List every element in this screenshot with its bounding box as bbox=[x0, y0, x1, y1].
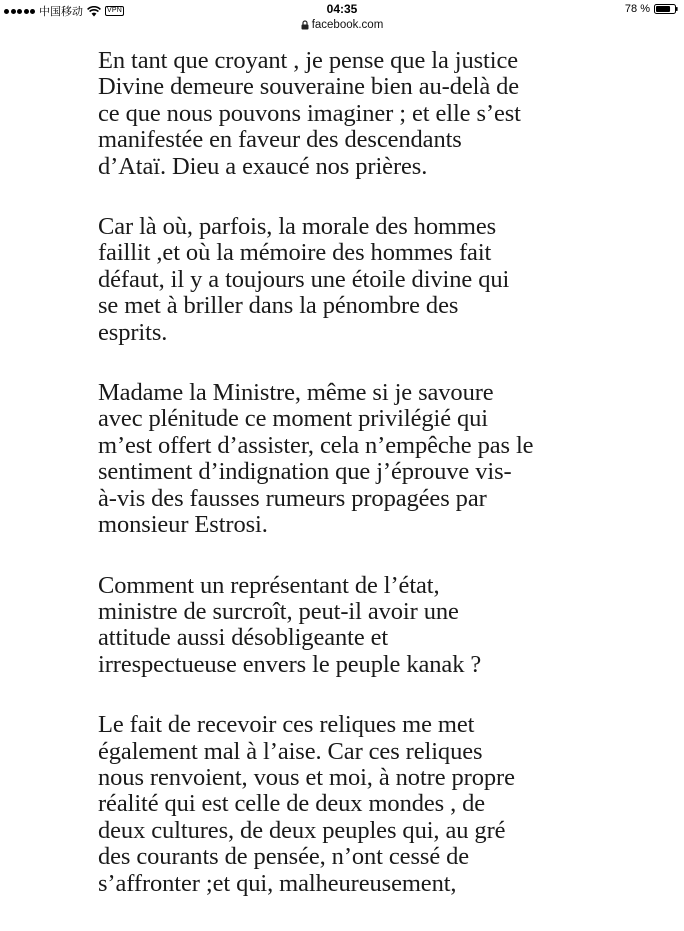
battery-icon bbox=[654, 4, 678, 14]
paragraph: Car là où, parfois, la morale des hommes faillit ,et où la mémoire des hommes fait défaut, il y a toujours une étoile divine qui se met à briller dans la pénombre des esprits. bbox=[98, 213, 510, 346]
url-text: facebook.com bbox=[311, 19, 384, 31]
address-bar[interactable] bbox=[0, 17, 684, 33]
article-body bbox=[98, 48, 598, 931]
carrier-name: 中国移动 bbox=[39, 6, 83, 18]
paragraph: En tant que croyant , je pense que la justice Divine demeure souveraine bien au-delà de ce que nous pouvons imaginer ; et elle s’est manifestée en faveur des descendants d’Ataï. Dieu a exaucé nos prières. bbox=[98, 47, 521, 180]
status-right bbox=[625, 3, 678, 15]
status-time: 04:35 bbox=[326, 2, 358, 16]
lock-icon bbox=[301, 20, 309, 30]
paragraph: Le fait de recevoir ces reliques me met également mal à l’aise. Car ces reliques nous renvoient, vous et moi, à notre propre réalité qui est celle de deux mondes , de deux cultures, de deux peuples qui, au gré des courants de pensée, n’ont cessé de s’affronter ;et qui, malheureusement, bbox=[98, 711, 515, 897]
battery-fill bbox=[656, 6, 670, 12]
paragraph: Madame la Ministre, même si je savoure avec plénitude ce moment privilégié qui m’est offert d’assister, cela n’empêche pas le sentiment d’indignation que j’éprouve vis- à-vis des fausses rumeurs propagées par monsieur Estrosi. bbox=[98, 379, 534, 539]
battery-percent: 78 % bbox=[624, 3, 650, 15]
vpn-badge: VPN bbox=[107, 7, 122, 14]
paragraph: Comment un représentant de l’état, ministre de surcroît, peut-il avoir une attitude aussi désobligeante et irrespectueuse envers le peuple kanak ? bbox=[98, 571, 482, 678]
